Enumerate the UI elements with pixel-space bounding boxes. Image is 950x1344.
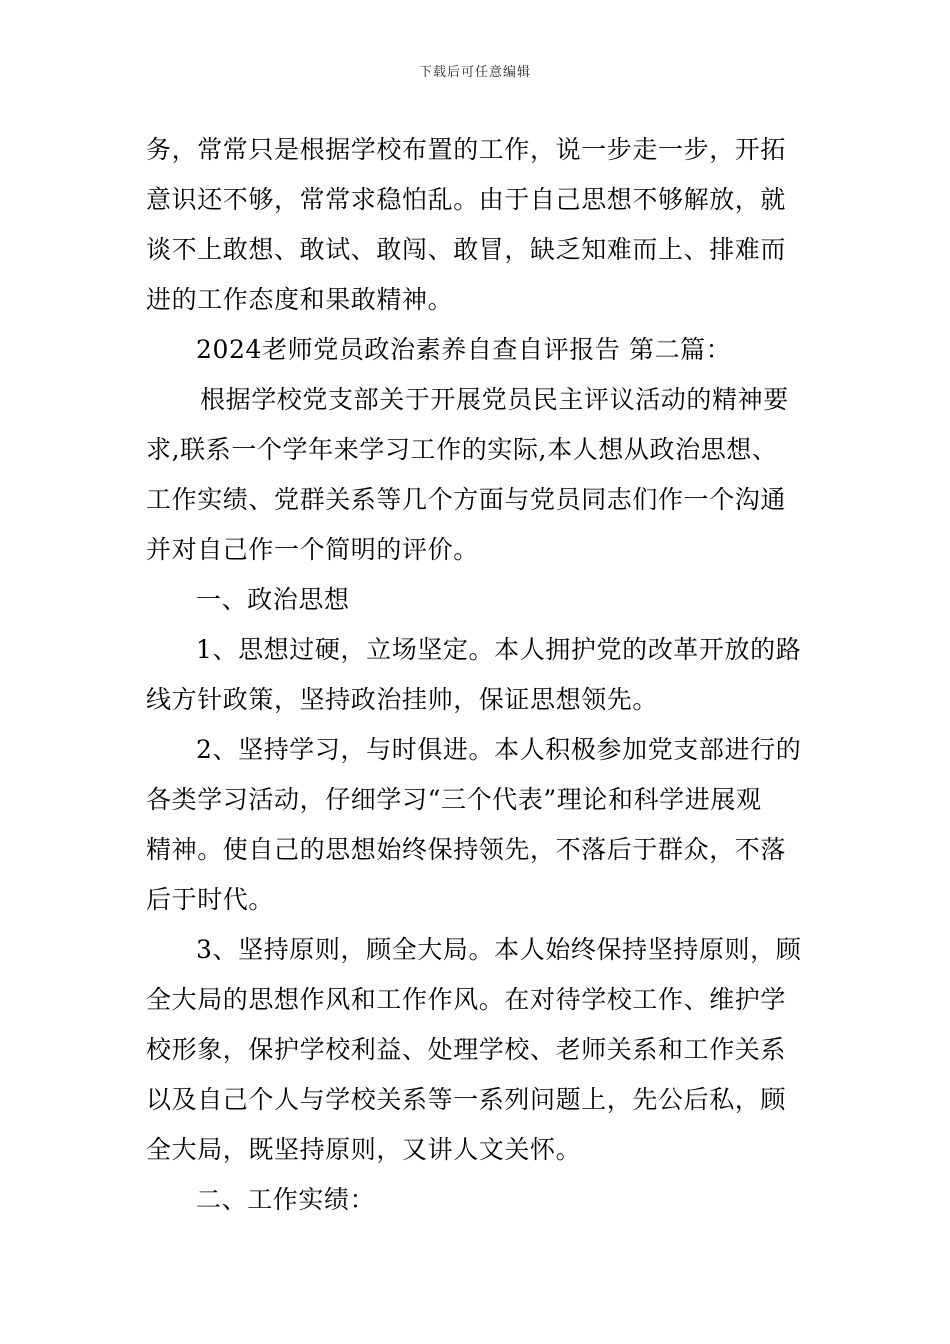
body-line: 谈不上敢想、敢试、敢闯、敢冒，缺乏知难而上、排难而 [146, 235, 787, 264]
body-line: 全大局的思想作风和工作作风。在对待学校工作、维护学 [146, 985, 787, 1014]
body-line: 工作实绩、党群关系等几个方面与党员同志们作一个沟通 [146, 485, 787, 514]
body-line: 后于时代。 [146, 885, 275, 914]
body-line: 并对自己作一个简明的评价。 [146, 535, 479, 564]
body-line: 务，常常只是根据学校布置的工作，说一步走一步，开拓 [146, 135, 787, 164]
body-line: 全大局，既坚持原则，又讲人文关怀。 [146, 1135, 582, 1164]
section-title: 2024老师党员政治素养自查自评报告 第二篇： [196, 335, 732, 364]
document-body [146, 125, 806, 1225]
body-line: 根据学校党支部关于开展党员民主评议活动的精神要 [200, 385, 789, 414]
body-line: 求,联系一个学年来学习工作的实际,本人想从政治思想、 [146, 435, 778, 464]
body-line: 校形象，保护学校利益、处理学校、老师关系和工作关系 [146, 1035, 787, 1064]
body-line: 意识还不够，常常求稳怕乱。由于自己思想不够解放，就 [146, 185, 787, 214]
body-line: 以及自己个人与学校关系等一系列问题上，先公后私，顾 [146, 1085, 787, 1114]
heading-political-thought: 一、政治思想 [196, 585, 350, 614]
body-line: 2、坚持学习，与时俱进。本人积极参加党支部进行的 [196, 735, 802, 764]
body-line: 1、思想过硬，立场坚定。本人拥护党的改革开放的路 [196, 635, 802, 664]
heading-work-achievements: 二、工作实绩： [196, 1185, 376, 1214]
body-line: 进的工作态度和果敢精神。 [146, 285, 454, 314]
body-line: 3、坚持原则，顾全大局。本人始终保持坚持原则，顾 [196, 935, 802, 964]
body-line: 线方针政策，坚持政治挂帅，保证思想领先。 [146, 685, 659, 714]
page-header-note: 下载后可任意编辑 [418, 65, 531, 80]
body-line: 精神。使自己的思想始终保持领先，不落后于群众，不落 [146, 835, 787, 864]
body-line: 各类学习活动，仔细学习“三个代表”理论和科学进展观 [146, 785, 762, 814]
